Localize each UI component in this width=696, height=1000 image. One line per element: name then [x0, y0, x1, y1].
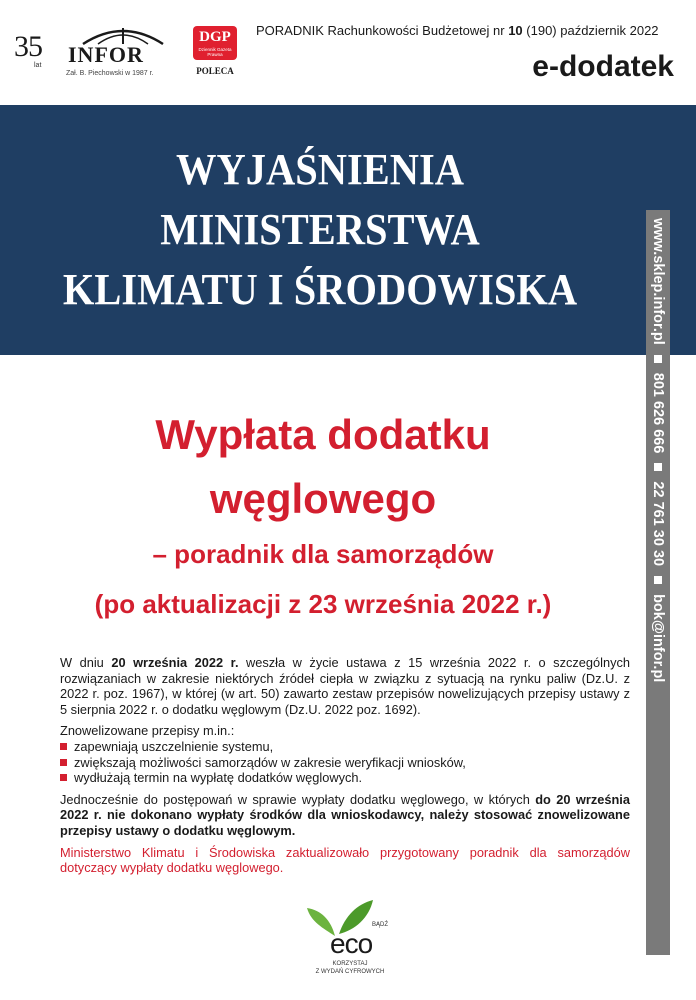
list-item — [60, 770, 630, 786]
update-note: (po aktualizacji z 23 września 2022 r.) — [94, 589, 552, 619]
paragraph-procedure-bold: do 20 września 2022 r. nie dokonano wypłaty środków dla wnioskodawcy, należy stosować znowelizowane przepisy ustawy o dodatku węglowym. — [60, 791, 630, 838]
bullet-icon — [60, 743, 67, 750]
separator-icon — [654, 576, 662, 584]
phone-2: 22 761 30 30 — [650, 481, 666, 567]
paragraph-procedure — [60, 792, 630, 839]
issue-number: 10 — [508, 23, 523, 38]
list-item — [60, 739, 630, 755]
paragraph-ministry: Ministerstwo Klimatu i Środowiska zaktualizowało przygotowany poradnik dla samorządów dotyczący wypłaty dodatku węglowego. — [60, 844, 630, 876]
paragraph-intro-a: W dniu — [60, 655, 112, 670]
body-text — [60, 655, 630, 882]
email-link[interactable]: bok@infor.pl — [650, 594, 666, 683]
website-link[interactable]: www.sklep.infor.pl — [650, 218, 666, 345]
eco-word: eco — [330, 928, 373, 959]
list-item-text: zapewniają uszczelnienie systemu, — [74, 738, 274, 754]
banner-line-2: MINISTERSTWA — [160, 205, 480, 254]
infor-logo — [14, 22, 184, 82]
bullet-icon — [60, 759, 67, 766]
separator-icon — [654, 463, 662, 471]
paragraph-intro — [60, 655, 630, 717]
anniversary-number: 35 — [14, 30, 42, 63]
header — [0, 0, 696, 105]
banner-line-1: WYJAŚNIENIA — [176, 145, 464, 194]
publisher-est: Zał. B. Piechowski w 1987 r. — [66, 70, 154, 77]
main-title-line-2: węglowego — [209, 475, 437, 522]
list-item — [60, 755, 630, 771]
eco-subtitle — [300, 960, 400, 976]
list-item-text: zwiększają możliwości samorządów w zakresie weryfikacji wniosków, — [74, 754, 466, 770]
magazine-line — [256, 23, 659, 38]
eco-logo — [300, 898, 400, 980]
dgp-logo — [193, 26, 237, 60]
changes-list — [60, 739, 630, 786]
subtitle: – poradnik dla samorządów — [152, 539, 494, 569]
eco-sub-2: Z WYDAŃ CYFROWYCH — [315, 969, 385, 975]
banner-title — [26, 140, 615, 320]
bullet-icon — [60, 774, 67, 781]
dgp-logo-sub: Dziennik Gazeta Prawna — [198, 47, 232, 57]
paragraph-procedure-a: Jednocześnie do postępowań w sprawie wypłaty dodatku węglowego, w których — [60, 791, 536, 807]
supplement-label: e-dodatek — [532, 50, 674, 83]
list-intro: Znowelizowane przepisy m.in.: — [60, 723, 235, 739]
paragraph-intro-date: 20 września 2022 r. — [111, 655, 239, 670]
eco-sub-1: KORZYSTAJ — [332, 961, 368, 967]
separator-icon — [654, 355, 662, 363]
phone-1: 801 626 666 — [650, 372, 666, 454]
publisher-name: INFOR — [68, 42, 144, 67]
dgp-recommends: POLECA — [196, 66, 234, 76]
issue-date: (190) październik 2022 — [526, 23, 659, 38]
paragraph-intro-b: weszła w życie ustawa z 15 września 2022 r. o szczególnych rozwiązaniach w zakresie niektórych źródeł ciepła w związku z sytuacją na rynku paliw (Dz.U. z 2022 r. poz. 1967), w której (w art. 50) zawarto zestaw przepisów nowelizujących przepisy ustawy z 5 sierpnia 2022 r. o dodatku węglowym (Dz.U. 2022 poz. 1692). — [60, 655, 630, 717]
main-title-line-1: Wypłata dodatku — [155, 411, 491, 458]
list-item-text: wydłużają termin na wypłatę dodatków węglowych. — [74, 770, 363, 786]
contact-sidebar-text — [650, 218, 666, 948]
magazine-name: PORADNIK Rachunkowości Budżetowej nr — [256, 23, 505, 38]
banner-line-3: KLIMATU I ŚRODOWISKA — [62, 265, 578, 314]
anniversary-unit: lat — [34, 62, 42, 69]
dgp-logo-text: DGP — [199, 29, 231, 45]
eco-small: BĄDŹ — [372, 922, 389, 928]
